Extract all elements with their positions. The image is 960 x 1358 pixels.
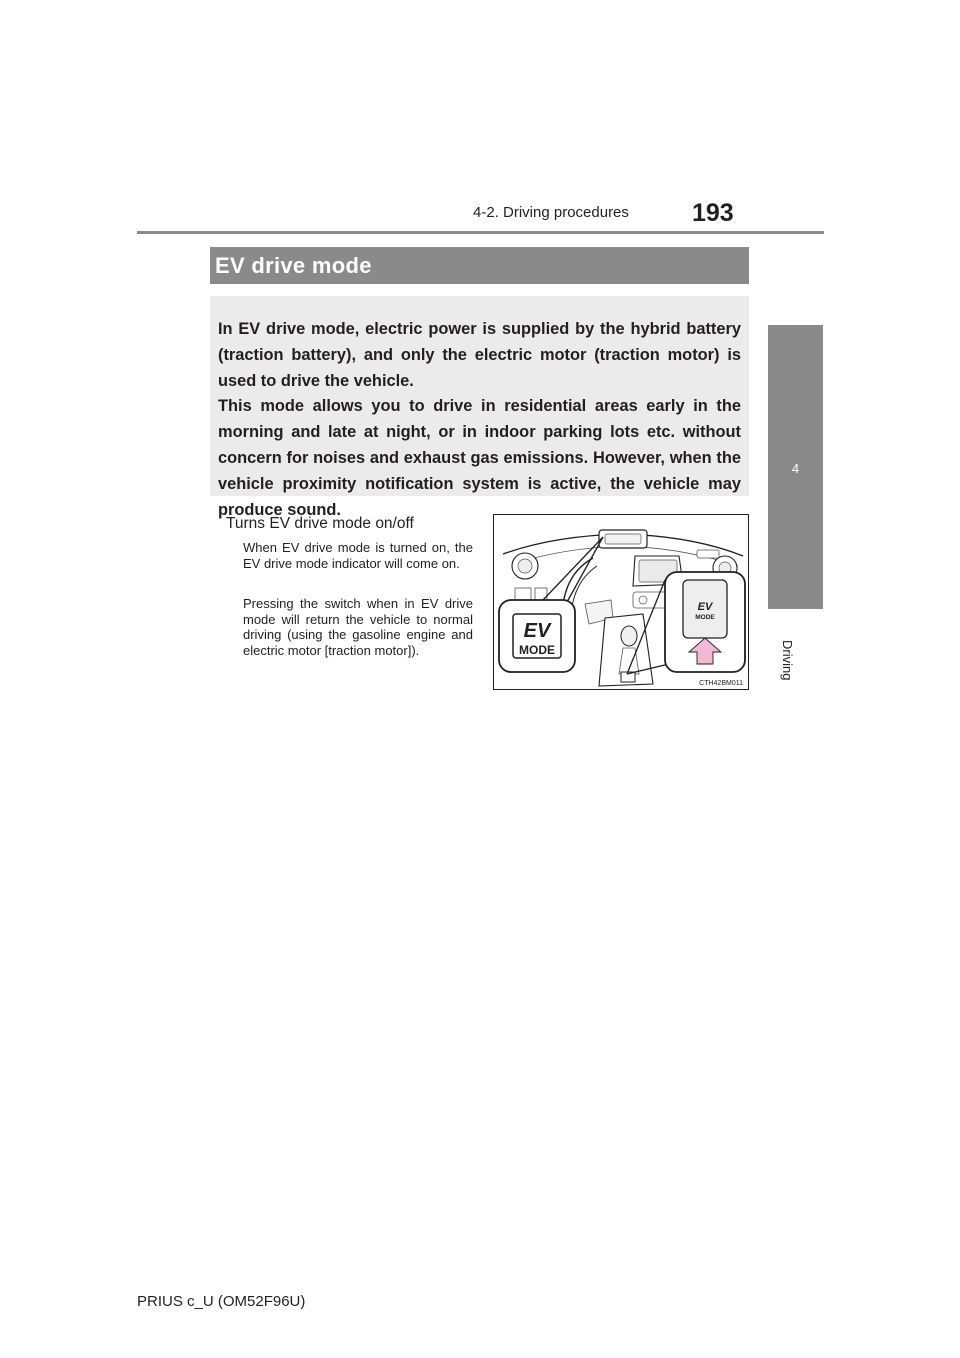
- header-rule: [137, 231, 824, 234]
- ev-mode-figure: [493, 514, 749, 690]
- item-note: When EV drive mode is turned on, the EV drive mode indicator will come on.: [243, 540, 473, 571]
- intro-paragraph: In EV drive mode, electric power is supplied by the hybrid battery (traction battery), and only the electric motor (traction motor) is used to drive the vehicle.: [218, 320, 741, 390]
- page-title: EV drive mode: [215, 253, 372, 278]
- intro-paragraph: This mode allows you to drive in residential areas early in the morning and late at night, or in indoor parking lots etc. without concern for noises and exhaust gas emissions. However, when the vehicle proximity notification system is active, the vehicle may produce sound.: [218, 397, 741, 519]
- mode-label-large: MODE: [519, 643, 555, 657]
- chapter-tab-label: Driving: [780, 640, 795, 681]
- footer-model: PRIUS c_U (OM52F96U): [137, 1293, 306, 1310]
- item-label: Turns EV drive mode on/off: [226, 515, 414, 532]
- ev-label-small: EV: [697, 601, 713, 613]
- page-number: 193: [692, 199, 734, 227]
- figure-code: CTH42BM011: [699, 680, 743, 687]
- ev-label-large: EV: [523, 620, 551, 642]
- mode-label-small: MODE: [695, 614, 715, 621]
- chapter-tab-number: 4: [791, 461, 800, 476]
- item-note: Pressing the switch when in EV drive mode will return the vehicle to normal driving (using the gasoline engine and electric motor [traction motor]).: [243, 596, 473, 658]
- dashboard-illustration: [493, 514, 749, 690]
- section-header: 4-2. Driving procedures: [473, 204, 629, 221]
